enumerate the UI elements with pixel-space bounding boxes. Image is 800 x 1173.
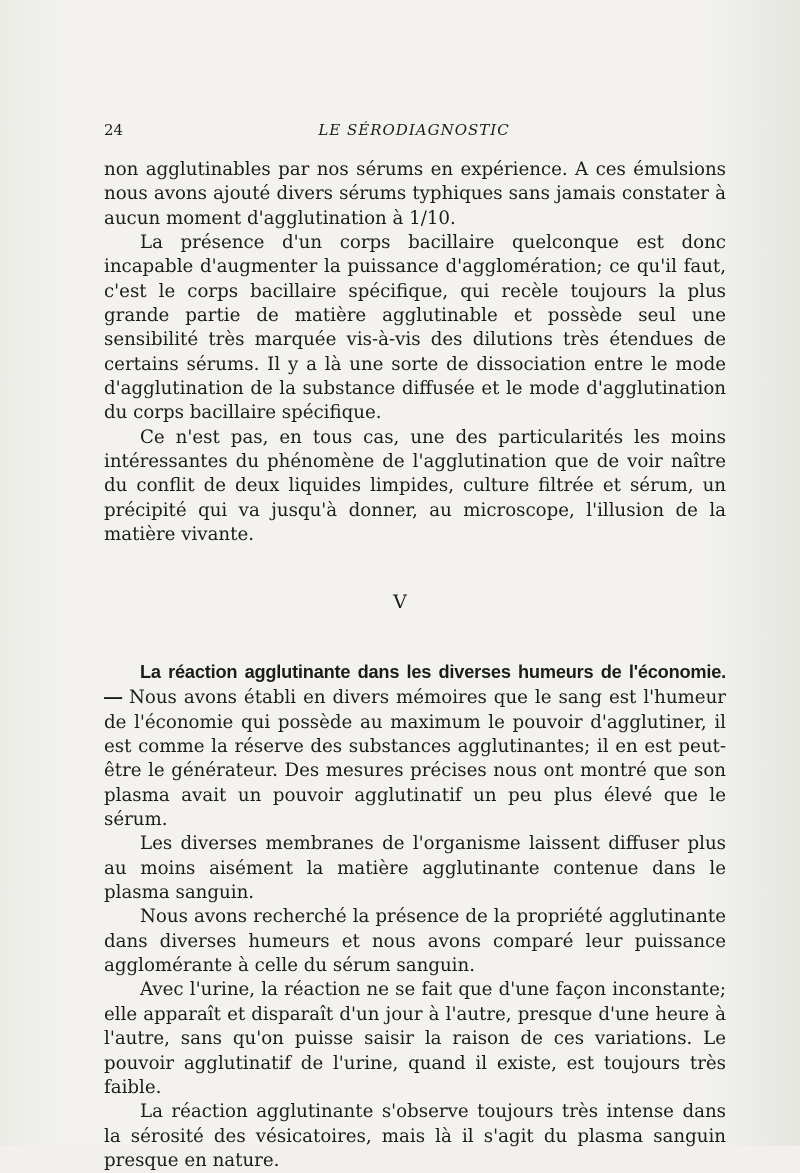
- section-number: V: [393, 591, 407, 613]
- running-title: LE SÉRODIAGNOSTIC: [318, 121, 510, 139]
- body-text-top: [104, 158, 726, 548]
- body-text-bottom: [104, 660, 726, 1173]
- paragraph: Les diverses membranes de l'organisme laissent diffuser plus au moins aisément la matière agglutinante contenue dans le plasma sanguin.: [104, 833, 726, 904]
- section-lead-paragraph: [104, 660, 726, 832]
- paragraph: La réaction agglutinante s'observe toujours très intense dans la sérosité des vésicatoires, mais là il s'agit du plasma sanguin presque en nature.: [104, 1101, 726, 1171]
- running-header: [104, 121, 724, 143]
- paragraph: Ce n'est pas, en tous cas, une des particularités les moins intéressantes du phénomène de l'agglutination que de voir naître du conflit de deux liquides limpides, culture filtrée et sérum, un précipité qui va jusqu'à donner, au microscope, l'illusion de la matière vivante.: [104, 426, 726, 546]
- section-heading: La réaction agglutinante dans les diverses humeurs de l'économie. —: [104, 662, 726, 708]
- paragraph: La présence d'un corps bacillaire quelconque est donc incapable d'augmenter la puissance d'agglomération; ce qu'il faut, c'est le corps bacillaire spécifique, qui recèle toujours la plus grande partie de matière agglutinable et possède seul une sensibilité très marquée vis-à-vis des dilutions très étendues de certains sérums. Il y a là une sorte de dissociation entre le mode d'agglutination de la substance diffusée et le mode d'agglutination du corps bacillaire spécifique.: [104, 232, 726, 424]
- section-lead-text: Nous avons établi en divers mémoires que le sang est l'humeur de l'économie qui possède au maximum le pouvoir d'agglutiner, il est comme la réserve des substances agglutinantes; il en est peut-être le générateur. Des mesures précises nous ont montré que son plasma avait un pouvoir agglutinatif un peu plus élevé que le sérum.: [104, 687, 726, 831]
- page-number: 24: [104, 121, 124, 139]
- paragraph-continued: non agglutinables par nos sérums en expérience. A ces émulsions nous avons ajouté divers sérums typhiques sans jamais constater à aucun moment d'agglutination à 1/10.: [104, 159, 726, 229]
- paragraph: Avec l'urine, la réaction ne se fait que d'une façon inconstante; elle apparaît et disparaît d'un jour à l'autre, presque d'une heure à l'autre, sans qu'on puisse saisir la raison de ces variations. Le pouvoir agglutinatif de l'urine, quand il existe, est toujours très faible.: [104, 979, 726, 1098]
- paragraph: Nous avons recherché la présence de la propriété agglutinante dans diverses humeurs et nous avons comparé leur puissance agglomérante à celle du sérum sanguin.: [104, 906, 726, 977]
